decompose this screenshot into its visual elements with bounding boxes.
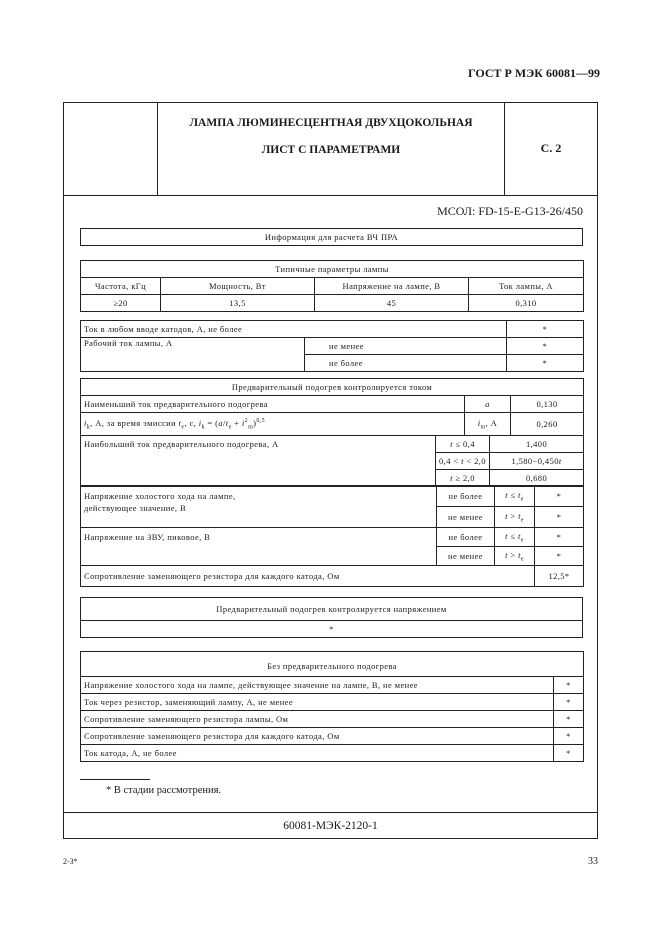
ocv-min-cond: $t > t_e$	[495, 507, 535, 528]
operating-current-max-value: *	[507, 355, 584, 372]
no-preheat-row-value: *	[554, 694, 584, 711]
zvu-min-value: *	[535, 547, 584, 566]
header-title-cell	[158, 102, 505, 195]
typical-header: Частота, кГц	[81, 278, 161, 295]
no-preheat-row-label: Сопротивление заменяющего резистора лампы, Ом	[81, 711, 554, 728]
min-preheat-label: Наименьший ток предварительного подогрева	[81, 396, 465, 413]
typical-header: Напряжение на лампе, В	[315, 278, 469, 295]
no-preheat-title: Без предварительного подогрева	[81, 652, 584, 677]
typical-header: Ток лампы, А	[469, 278, 584, 295]
preheat-current-table	[80, 378, 584, 487]
typical-value: 0,310	[469, 295, 584, 312]
ocv-max-cond: $t \le t_e$	[495, 486, 535, 507]
no-preheat-row-label: Ток катода, А, не более	[81, 745, 554, 762]
typical-value: ≥20	[81, 295, 161, 312]
no-preheat-row-value: *	[554, 677, 584, 694]
preheat-voltage-title: Предварительный подогрев контролируется напряжением	[81, 598, 583, 621]
no-preheat-row-value: *	[554, 745, 584, 762]
info-title: Информация для расчета ВЧ ПРА	[81, 229, 583, 246]
zvu-max-value: *	[535, 528, 584, 547]
operating-current-min-label: не менее	[305, 338, 507, 355]
max-preheat-cond-1: t ≤ 0,4	[436, 436, 490, 453]
lamp-title: ЛАМПА ЛЮМИНЕСЦЕНТНАЯ ДВУХЦОКОЛЬНАЯ	[189, 117, 473, 129]
current-table	[80, 320, 584, 372]
cathode-current-label: Ток в любом вводе катодов, А, не более	[81, 321, 507, 338]
max-preheat-val-1: 1,400	[490, 436, 584, 453]
page-number: 33	[588, 856, 598, 867]
ocv-min-value: *	[535, 507, 584, 528]
typical-title: Типичные параметры лампы	[81, 261, 584, 278]
max-preheat-label: Наибольший ток предварительного подогрева, А	[81, 436, 436, 487]
typical-params-table	[80, 260, 584, 312]
header-blank-cell	[63, 102, 158, 195]
no-preheat-row-label: Напряжение холостого хода на лампе, действующее значение на лампе, В, не менее	[81, 677, 554, 694]
max-preheat-cond-2: 0,4 < t < 2,0	[436, 453, 490, 470]
preheat-current-title: Предварительный подогрев контролируется током	[81, 379, 584, 396]
max-preheat-val-3: 0,680	[490, 470, 584, 487]
cathode-current-value: *	[507, 321, 584, 338]
no-preheat-row-label: Сопротивление заменяющего резистора для каждого катода, Ом	[81, 728, 554, 745]
sheet-mark: 2-3*	[63, 857, 78, 866]
header-page-label: С. 2	[540, 141, 562, 155]
coef-a-label	[465, 396, 511, 413]
zvu-max-label: не более	[437, 528, 495, 547]
lamp-designation: МСОЛ: FD-15-E-G13-26/450	[437, 204, 583, 218]
info-table	[80, 228, 583, 246]
max-preheat-val-2: 1,580−0,450t	[490, 453, 584, 470]
no-preheat-table	[80, 651, 584, 762]
no-preheat-row-value: *	[554, 711, 584, 728]
ocv-max-value: *	[535, 486, 584, 507]
typical-value: 13,5	[161, 295, 315, 312]
cathode-resistor-label: Сопротивление заменяющего резистора для каждого катода, Ом	[81, 566, 535, 587]
zvu-label: Напряжение на ЗВУ, пиковое, В	[81, 528, 437, 566]
coef-im-label: $i_m$, А	[465, 413, 511, 436]
coef-a-symbol: a	[485, 399, 490, 409]
coef-a-value: 0,130	[511, 396, 584, 413]
sheet-header	[63, 102, 598, 196]
preheat-voltage-table	[80, 597, 583, 638]
standard-number: ГОСТ Р МЭК 60081—99	[468, 66, 600, 80]
operating-current-max-label: не более	[305, 355, 507, 372]
cathode-resistor-value: 12,5*	[535, 566, 584, 587]
operating-current-label: Рабочий ток лампы, А	[81, 338, 305, 372]
footnote: * В стадии рассмотрения.	[106, 785, 222, 796]
no-preheat-row-label: Ток через резистор, заменяющий лампу, А, не менее	[81, 694, 554, 711]
ocv-label: Напряжение холостого хода на лампе, действующее значение, В	[81, 486, 437, 528]
zvu-min-cond: $t > t_e$	[495, 547, 535, 566]
sheet-title: ЛИСТ С ПАРАМЕТРАМИ	[261, 144, 401, 156]
preheat-voltage-value: *	[81, 621, 583, 638]
sheet-footer-code: 60081-МЭК-2120-1	[63, 812, 598, 839]
zvu-min-label: не менее	[437, 547, 495, 566]
zvu-max-cond: $t \le t_e$	[495, 528, 535, 547]
footnote-rule	[80, 779, 150, 780]
max-preheat-cond-3: t ≥ 2,0	[436, 470, 490, 487]
operating-current-min-value: *	[507, 338, 584, 355]
ocv-min-label: не менее	[437, 507, 495, 528]
ocv-max-label: не более	[437, 486, 495, 507]
no-preheat-row-value: *	[554, 728, 584, 745]
typical-value: 45	[315, 295, 469, 312]
voltage-table	[80, 485, 584, 587]
coef-im-value: 0,260	[511, 413, 584, 436]
typical-header: Мощность, Вт	[161, 278, 315, 295]
min-preheat-formula: $i_k$, А, за время эмиссии $t_e$, с, $i_k = (a/t_e + i^2_m)^{0,5}$	[81, 413, 465, 436]
